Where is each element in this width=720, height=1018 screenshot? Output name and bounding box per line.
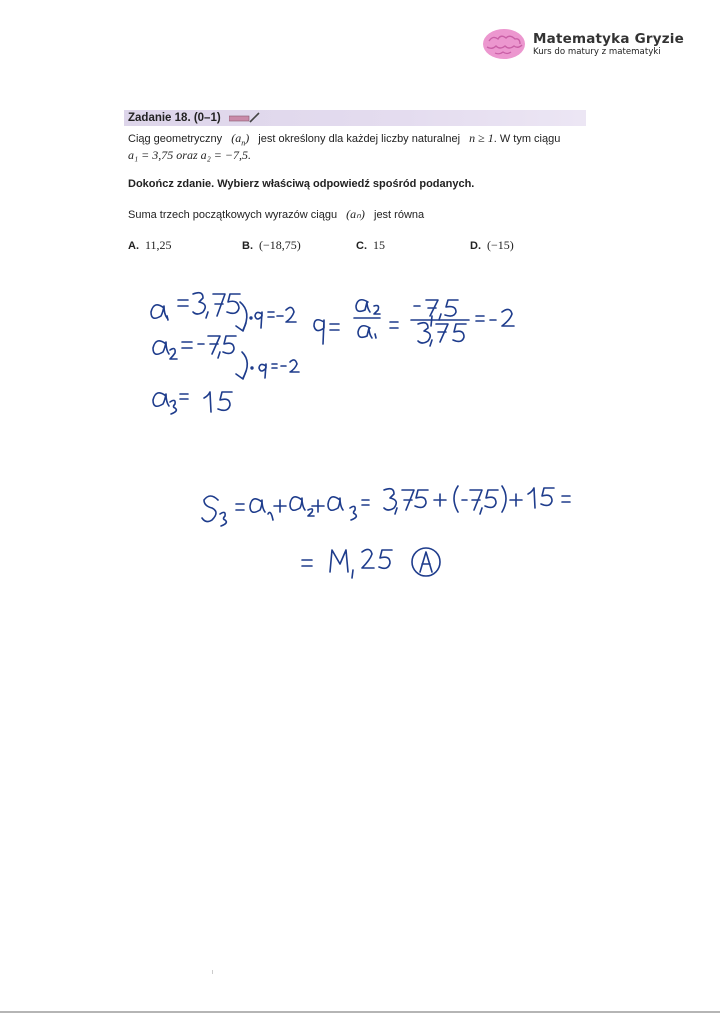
hw-a2-line [153,336,236,359]
brand-title: Matematyka Gryzie [533,30,684,47]
option-label: D. [470,240,481,252]
option-label: C. [356,240,367,252]
hw-a1-line [151,293,240,320]
hw-q-formula [314,300,398,344]
hw-fraction [411,300,514,346]
scan-mark [212,970,213,974]
question-sequence: (aₙ) [346,207,365,221]
hw-arrow-2 [236,352,299,379]
task-instruction: Dokończ zdanie. Wybierz właściwą odpowiedź spośród podanych. [128,178,475,190]
hw-result-line [302,549,392,578]
intro-text: Ciąg geometryczny [128,133,223,145]
hw-arrow-1 [236,302,296,331]
task-title: Zadanie 18. (0–1) [128,112,221,124]
intro-text-3: . W tym ciągu [493,133,561,145]
option-value: 11,25 [145,238,172,252]
question-text: Suma trzech początkowych wyrazów ciągu [128,209,338,221]
hw-a3-line [153,392,232,414]
option-label: A. [128,240,139,252]
option-value: (−18,75) [259,238,301,252]
hw-sum-line [202,486,570,526]
option-label: B. [242,240,253,252]
answer-circle-a [412,548,440,576]
condition-math: n ≥ 1 [469,131,494,145]
task-intro-line2: a₁ = 3,75 oraz a₂ = −7,5. [128,148,251,162]
intro-text-2: jest określony dla każdej liczby naturalnej [258,133,461,145]
option-value: 15 [373,238,385,252]
page-bottom-edge [0,1011,720,1013]
option-value: (−15) [487,238,514,252]
sequence-symbol: $(a_n)$ [231,131,250,148]
brand-subtitle: Kurs do matury z matematyki [533,46,661,57]
question-text-2: jest równa [374,209,425,221]
